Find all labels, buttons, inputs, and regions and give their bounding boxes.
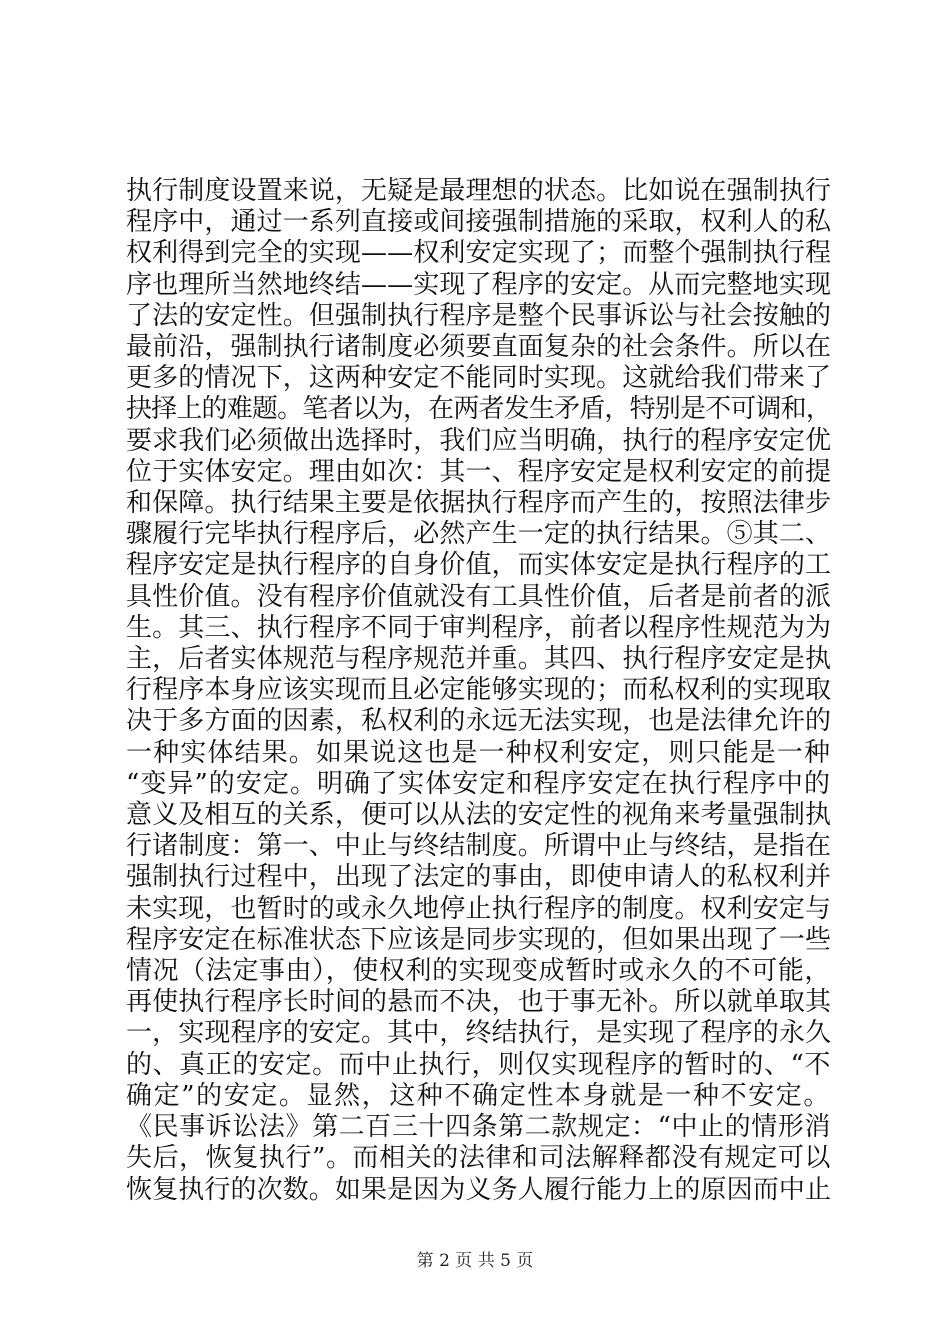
text-line: 一，实现程序的安定。其中，终结执行，是实现了程序的永久 <box>126 1018 832 1049</box>
text-line: 要求我们必须做出选择时，我们应当明确，执行的程序安定优 <box>126 425 832 456</box>
text-line: 确定”的安定。显然，这种不确定性本身就是一种不安定。 <box>126 1080 831 1111</box>
text-line: “变异”的安定。明确了实体安定和程序安定在执行程序中的 <box>126 768 831 799</box>
page-number-footer: 第 2 页 共 5 页 <box>416 1251 534 1271</box>
text-line: 了法的安定性。但强制执行程序是整个民事诉讼与社会按触的 <box>126 300 832 331</box>
text-line: 位于实体安定。理由如次：其一、程序安定是权利安定的前提 <box>126 456 832 487</box>
text-line: 更多的情况下，这两种安定不能同时实现。这就给我们带来了 <box>126 363 832 394</box>
text-line: 强制执行过程中，出现了法定的事由，即使申请人的私权利并 <box>126 862 832 893</box>
text-line: 具性价值。没有程序价值就没有工具性价值，后者是前者的派 <box>126 581 832 612</box>
text-line: 一种实体结果。如果说这也是一种权利安定，则只能是一种 <box>126 737 832 768</box>
text-line: 程序安定在标准状态下应该是同步实现的，但如果出现了一些 <box>126 924 832 955</box>
text-line: 生。其三、执行程序不同于审判程序，前者以程序性规范为为 <box>126 612 832 643</box>
text-line: 抉择上的难题。笔者以为，在两者发生矛盾，特别是不可调和， <box>126 394 831 425</box>
body-text <box>126 176 831 1206</box>
text-line: 情况（法定事由），使权利的实现变成暂时或永久的不可能， <box>126 956 831 987</box>
text-line: 失后，恢复执行”。而相关的法律和司法解释都没有规定可以 <box>126 1143 831 1174</box>
text-line: 骤履行完毕执行程序后，必然产生一定的执行结果。⑤其二、 <box>126 519 832 550</box>
text-line: 权利得到完全的实现——权利安定实现了；而整个强制执行程 <box>126 238 832 269</box>
text-line: 行程序本身应该实现而且必定能够实现的；而私权利的实现取 <box>126 675 832 706</box>
text-line: 程序安定是执行程序的自身价值，而实体安定是执行程序的工 <box>126 550 832 581</box>
text-line: 决于多方面的因素，私权利的永远无法实现，也是法律允许的 <box>126 706 832 737</box>
text-line: 再使执行程序长时间的悬而不决，也于事无补。所以就单取其 <box>126 987 832 1018</box>
text-line: 最前沿，强制执行诸制度必须要直面复杂的社会条件。所以在 <box>126 332 832 363</box>
text-line: 行诸制度：第一、中止与终结制度。所谓中止与终结，是指在 <box>126 831 832 862</box>
text-line: 未实现，也暂时的或永久地停止执行程序的制度。权利安定与 <box>126 893 832 924</box>
text-line: 和保障。执行结果主要是依据执行程序而产生的，按照法律步 <box>126 488 832 519</box>
text-line: 意义及相互的关系，便可以从法的安定性的视角来考量强制执 <box>126 800 832 831</box>
text-line: 序也理所当然地终结——实现了程序的安定。从而完整地实现 <box>126 269 832 300</box>
text-line: 主，后者实体规范与程序规范并重。其四、执行程序安定是执 <box>126 644 832 675</box>
text-line: 恢复执行的次数。如果是因为义务人履行能力上的原因而中止 <box>126 1174 832 1205</box>
text-line: 程序中，通过一系列直接或间接强制措施的采取，权利人的私 <box>126 207 832 238</box>
text-line: 执行制度设置来说，无疑是最理想的状态。比如说在强制执行 <box>126 176 832 206</box>
text-line: 的、真正的安定。而中止执行，则仅实现程序的暂时的、“不 <box>126 1049 831 1080</box>
text-line: 《民事诉讼法》第二百三十四条第二款规定：“中止的情形消 <box>126 1112 831 1143</box>
